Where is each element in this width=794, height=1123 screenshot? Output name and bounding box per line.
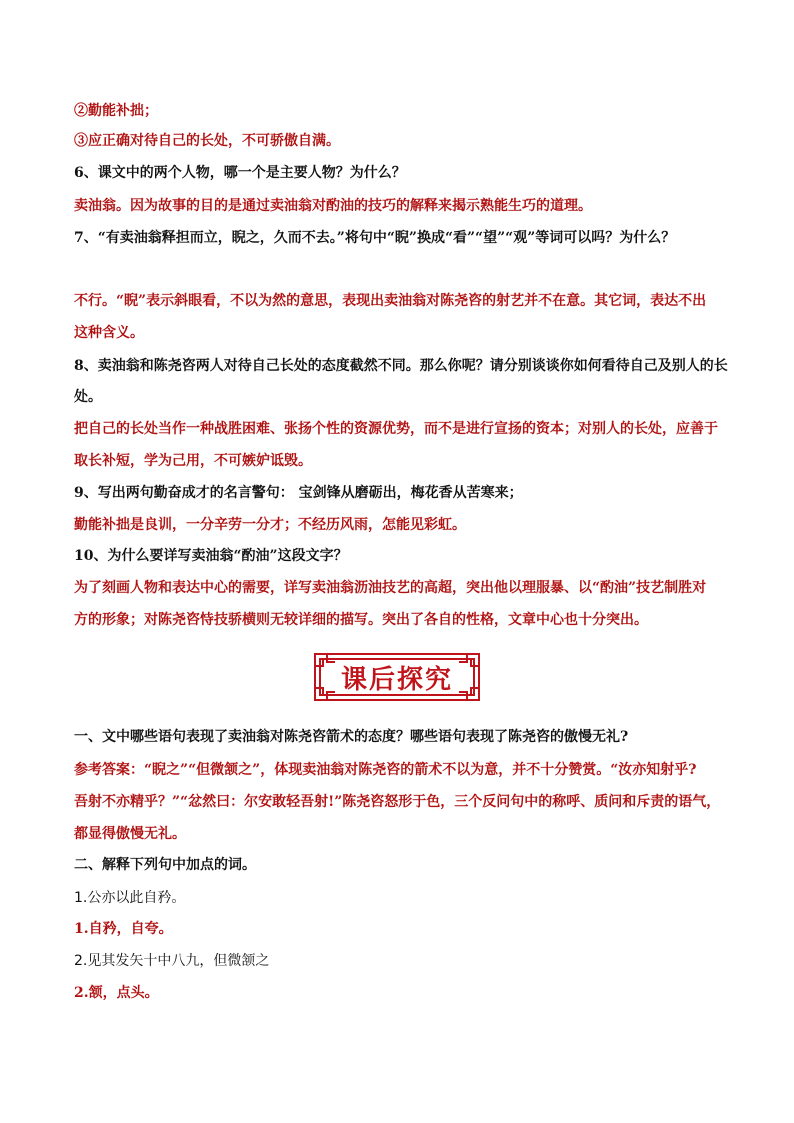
question-10: 10、为什么要详写卖油翁“酌油”这段文字？ <box>74 548 348 564</box>
answer-6: 卖油翁。因为故事的目的是通过卖油翁对酌油的技巧的解释来揭示熟能生巧的道理。 <box>74 198 592 214</box>
answer-7-line-2: 这种含义。 <box>74 325 144 341</box>
question-6: 6、课文中的两个人物，哪一个是主要人物？为什么？ <box>74 165 406 181</box>
sentence-1-answer: 1.自矜，自夸。 <box>74 921 173 937</box>
answer-10-line-1: 为了刻画人物和表达中心的需要，详写卖油翁沥油技艺的高超，突出他以理服暴、以“酌油”技艺制胜对 <box>74 580 707 596</box>
answer-8-line-1: 把自己的长处当作一种战胜困难、张扬个性的资源优势，而不是进行宣扬的资本；对别人的长处，应善于 <box>74 421 718 437</box>
section-banner <box>313 652 481 702</box>
exploration-question-1: 一、文中哪些语句表现了卖油翁对陈尧咨箭术的态度？哪些语句表现了陈尧咨的傲慢无礼? <box>74 729 629 745</box>
sentence-2: 2.见其发矢十中八九，但微颔之 <box>74 953 270 969</box>
exploration-answer-line-2: 吾射不亦精乎？”“忿然曰：尔安敢轻吾射!”陈尧咨怒形于色，三个反问句中的称呼、质问和斥责的语气， <box>74 794 721 810</box>
sentence-1: 1.公亦以此自矜。 <box>74 890 186 906</box>
banner-title: 课后探究 <box>340 664 453 695</box>
answer-7-line-1: 不行。“睨”表示斜眼看，不以为然的意思，表现出卖油翁对陈尧咨的射艺并不在意。其它词，表达不出 <box>74 293 707 309</box>
question-9: 9、写出两句勤奋成才的名言警句： 宝剑锋从磨砺出，梅花香从苦寒来； <box>74 485 523 501</box>
sentence-2-answer: 2.颔，点头。 <box>74 985 159 1001</box>
question-7: 7、“有卖油翁释担而立，睨之，久而不去。”将句中“睨”换成“看”“望”“观”等词可以吗？为什么？ <box>74 230 676 246</box>
answer-10-line-2: 方的形象；对陈尧咨恃技骄横则无较详细的描写。突出了各自的性格，文章中心也十分突出。 <box>74 612 648 628</box>
exploration-answer-line-3: 都显得傲慢无礼。 <box>74 826 186 842</box>
exploration-answer-line-1: 参考答案：“睨之”“但微颔之”，体现卖油翁对陈尧咨的箭术不以为意，并不十分赞赏。“汝亦知射乎? <box>74 762 697 778</box>
question-8-line-1: 8、卖油翁和陈尧咨两人对待自己长处的态度截然不同。那么你呢？请分别谈谈你如何看待自己及别人的长 <box>74 358 728 374</box>
question-8-line-2: 处。 <box>74 389 102 405</box>
answer-line: ③应正确对待自己的长处，不可骄傲自满。 <box>74 133 340 149</box>
answer-line: ②勤能补拙； <box>74 103 158 119</box>
exploration-question-2: 二、解释下列句中加点的词。 <box>74 857 256 873</box>
answer-9: 勤能补拙是良训，一分辛劳一分才；不经历风雨，怎能见彩虹。 <box>74 517 466 533</box>
answer-8-line-2: 取长补短，学为己用，不可嫉妒诋毁。 <box>74 453 312 469</box>
